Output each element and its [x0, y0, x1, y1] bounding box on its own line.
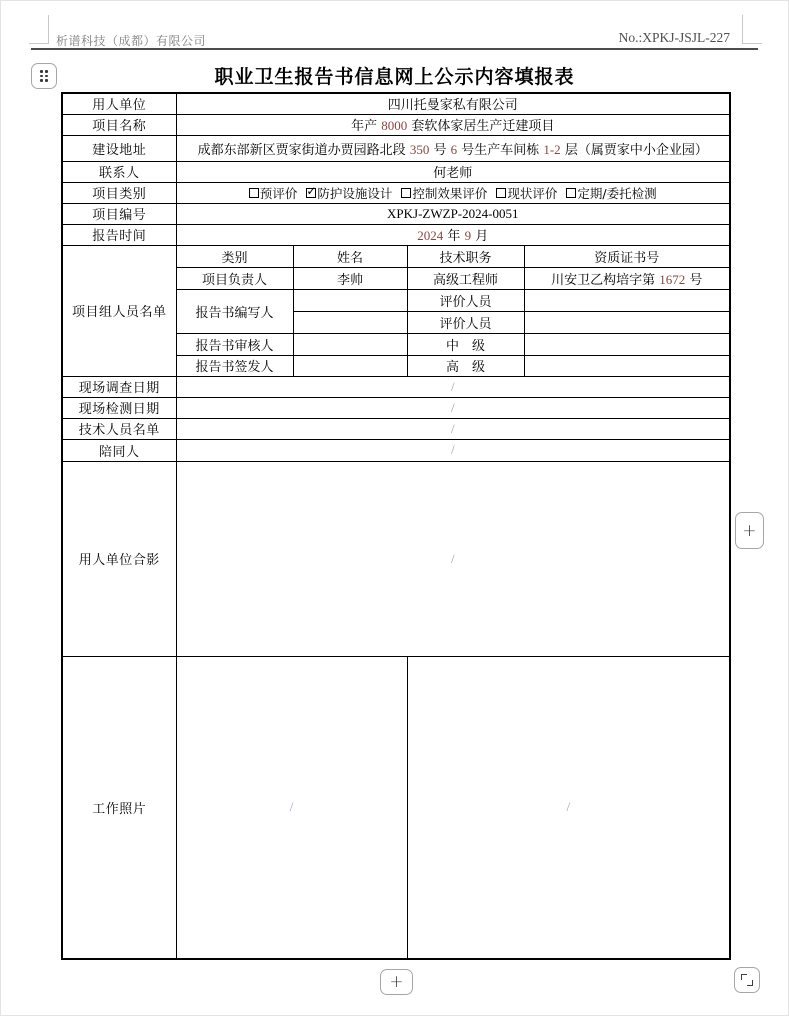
field-value: 年产 8000 套软体家居生产迁建项目: [176, 114, 730, 135]
table-row: [62, 461, 730, 656]
field-label: 陪同人: [62, 439, 176, 461]
team-cert: [524, 333, 730, 355]
team-category: 报告书审核人: [176, 333, 293, 355]
field-value: /: [176, 439, 730, 461]
field-label: 用人单位合影: [62, 461, 176, 656]
field-label: 项目名称: [62, 114, 176, 135]
page-corner-mark: [742, 15, 762, 44]
checkbox-icon: [496, 188, 506, 198]
table-row: [62, 245, 730, 267]
work-photo-cell-left: /: [176, 656, 407, 959]
add-row-bottom-button[interactable]: +: [380, 969, 413, 995]
checkbox-icon: [249, 188, 259, 198]
header-doc-number: No.:XPKJ-JSJL-227: [618, 30, 730, 45]
table-row: [62, 418, 730, 439]
checkbox-icon: [566, 188, 576, 198]
field-value: 何老师: [176, 161, 730, 182]
team-title: 评价人员: [407, 289, 524, 311]
field-label: 技术人员名单: [62, 418, 176, 439]
field-value: [176, 182, 730, 203]
team-category: 报告书签发人: [176, 355, 293, 376]
team-title: 中 级: [407, 333, 524, 355]
table-row: [62, 93, 730, 114]
column-header: 姓名: [293, 245, 407, 267]
team-category: 项目负责人: [176, 267, 293, 289]
team-name: [293, 289, 407, 311]
table-row: [62, 161, 730, 182]
team-cert: [524, 355, 730, 376]
field-label: 现场调查日期: [62, 376, 176, 397]
team-category: 报告书编写人: [176, 289, 293, 333]
header-divider: [31, 48, 758, 50]
category-option[interactable]: 预评价: [249, 184, 298, 202]
expand-icon: [741, 974, 753, 986]
table-row: [62, 182, 730, 203]
category-option[interactable]: ✓ 防护设施设计: [306, 184, 392, 202]
field-label: 联系人: [62, 161, 176, 182]
field-value: /: [176, 418, 730, 439]
category-option[interactable]: 控制效果评价: [401, 184, 487, 202]
team-name: [293, 355, 407, 376]
team-name: [293, 333, 407, 355]
column-header: 技术职务: [407, 245, 524, 267]
field-label: 报告时间: [62, 224, 176, 245]
field-label: 项目编号: [62, 203, 176, 224]
page-title: 职业卫生报告书信息网上公示内容填报表: [214, 66, 575, 88]
column-header: 类别: [176, 245, 293, 267]
field-value: /: [176, 376, 730, 397]
group-photo-cell: /: [176, 461, 730, 656]
category-option[interactable]: 现状评价: [496, 184, 557, 202]
field-label: 项目类别: [62, 182, 176, 203]
field-label: 现场检测日期: [62, 397, 176, 418]
field-value: /: [176, 397, 730, 418]
team-cert: [524, 289, 730, 311]
table-row: [62, 439, 730, 461]
field-label: 建设地址: [62, 135, 176, 161]
header-company: 析谱科技（成都）有限公司: [56, 34, 207, 48]
team-name: 李帅: [293, 267, 407, 289]
table-row: [62, 376, 730, 397]
table-row: [62, 203, 730, 224]
field-value: 四川托曼家私有限公司: [176, 93, 730, 114]
team-title: 高 级: [407, 355, 524, 376]
page-corner-mark: [29, 15, 49, 44]
report-form-table: [61, 92, 731, 960]
field-label: 项目组人员名单: [62, 245, 176, 376]
team-title: 高级工程师: [407, 267, 524, 289]
team-cert: [524, 311, 730, 333]
team-cert: 川安卫乙构培字第 1672 号: [524, 267, 730, 289]
column-header: 资质证书号: [524, 245, 730, 267]
work-photo-cell-right: /: [407, 656, 730, 959]
field-value: 成都东部新区贾家街道办贾园路北段 350 号 6 号生产车间栋 1-2 层（属贾家中小企业园）: [176, 135, 730, 161]
checkbox-icon: [401, 188, 411, 198]
expand-button[interactable]: [734, 967, 760, 993]
table-row: [62, 224, 730, 245]
field-value: 2024 年 9 月: [176, 224, 730, 245]
team-title: 评价人员: [407, 311, 524, 333]
table-row: [62, 397, 730, 418]
category-options: [179, 184, 728, 202]
team-name: [293, 311, 407, 333]
table-row: [62, 656, 730, 959]
field-value: XPKJ-ZWZP-2024-0051: [176, 203, 730, 224]
field-label: 工作照片: [62, 656, 176, 959]
field-label: 用人单位: [62, 93, 176, 114]
checkbox-checked-icon: [306, 188, 316, 198]
table-row: [62, 135, 730, 161]
add-row-right-button[interactable]: +: [735, 512, 764, 549]
table-row: [62, 114, 730, 135]
category-option[interactable]: 定期/委托检测: [566, 184, 656, 202]
